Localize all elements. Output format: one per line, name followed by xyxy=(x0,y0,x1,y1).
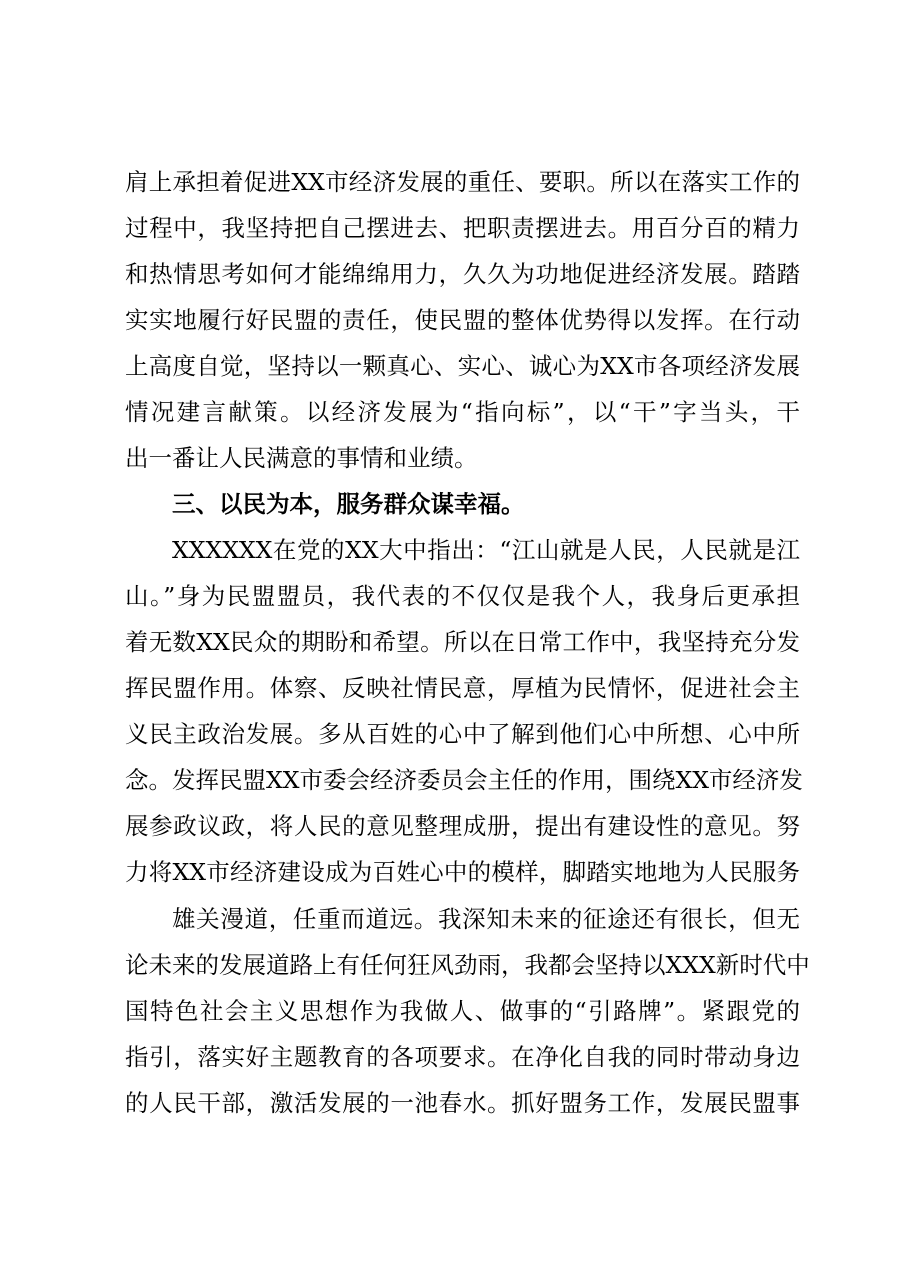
body-text-line: 念。发挥民盟XX市委会经济委员会主任的作用，围绕XX市经济发 xyxy=(125,766,803,794)
body-text-line: 论未来的发展道路上有任何狂风劲雨，我都会坚持以XXX新时代中 xyxy=(125,951,810,979)
body-text-line: 国特色社会主义思想作为我做人、做事的“引路牌”。紧跟党的 xyxy=(125,997,800,1025)
body-text-line: 指引，落实好主题教育的各项要求。在净化自我的同时带动身边 xyxy=(125,1043,800,1071)
body-text-line: 出一番让人民满意的事情和业绩。 xyxy=(125,444,478,472)
body-text-line: 上高度自觉，坚持以一颗真心、实心、诚心为XX市各项经济发展 xyxy=(125,352,800,380)
body-text-line: 力将XX市经济建设成为百姓心中的模样，脚踏实地地为人民服务 xyxy=(125,858,800,886)
body-text-line: 和热情思考如何才能绵绵用力，久久为功地促进经济发展。踏踏 xyxy=(125,260,800,288)
body-text-line: 展参政议政，将人民的意见整理成册，提出有建设性的意见。努 xyxy=(125,812,800,840)
body-text-line: 实实地履行好民盟的责任，使民盟的整体优势得以发挥。在行动 xyxy=(125,306,800,334)
body-text-line: 的人民干部，激活发展的一池春水。抓好盟务工作，发展民盟事 xyxy=(125,1089,800,1117)
body-text-line: 过程中，我坚持把自己摆进去、把职责摆进去。用百分百的精力 xyxy=(125,214,800,242)
section-heading: 三、以民为本，服务群众谋幸福。 xyxy=(172,490,525,518)
body-text-line: 情况建言献策。以经济发展为“指向标”，以“干”字当头，干 xyxy=(125,398,800,426)
body-text-line: 山。”身为民盟盟员，我代表的不仅仅是我个人，我身后更承担 xyxy=(125,582,800,610)
body-text-line: XXXXXX在党的XX大中指出：“江山就是人民，人民就是江 xyxy=(172,536,800,564)
body-text-line: 着无数XX民众的期盼和希望。所以在日常工作中，我坚持充分发 xyxy=(125,628,800,656)
body-text-line: 雄关漫道，任重而道远。我深知未来的征途还有很长，但无 xyxy=(172,905,800,933)
body-text-line: 肩上承担着促进XX市经济发展的重任、要职。所以在落实工作的 xyxy=(125,168,800,196)
body-text-line: 挥民盟作用。体察、反映社情民意，厚植为民情怀，促进社会主 xyxy=(125,674,800,702)
body-text-line: 义民主政治发展。多从百姓的心中了解到他们心中所想、心中所 xyxy=(125,720,800,748)
